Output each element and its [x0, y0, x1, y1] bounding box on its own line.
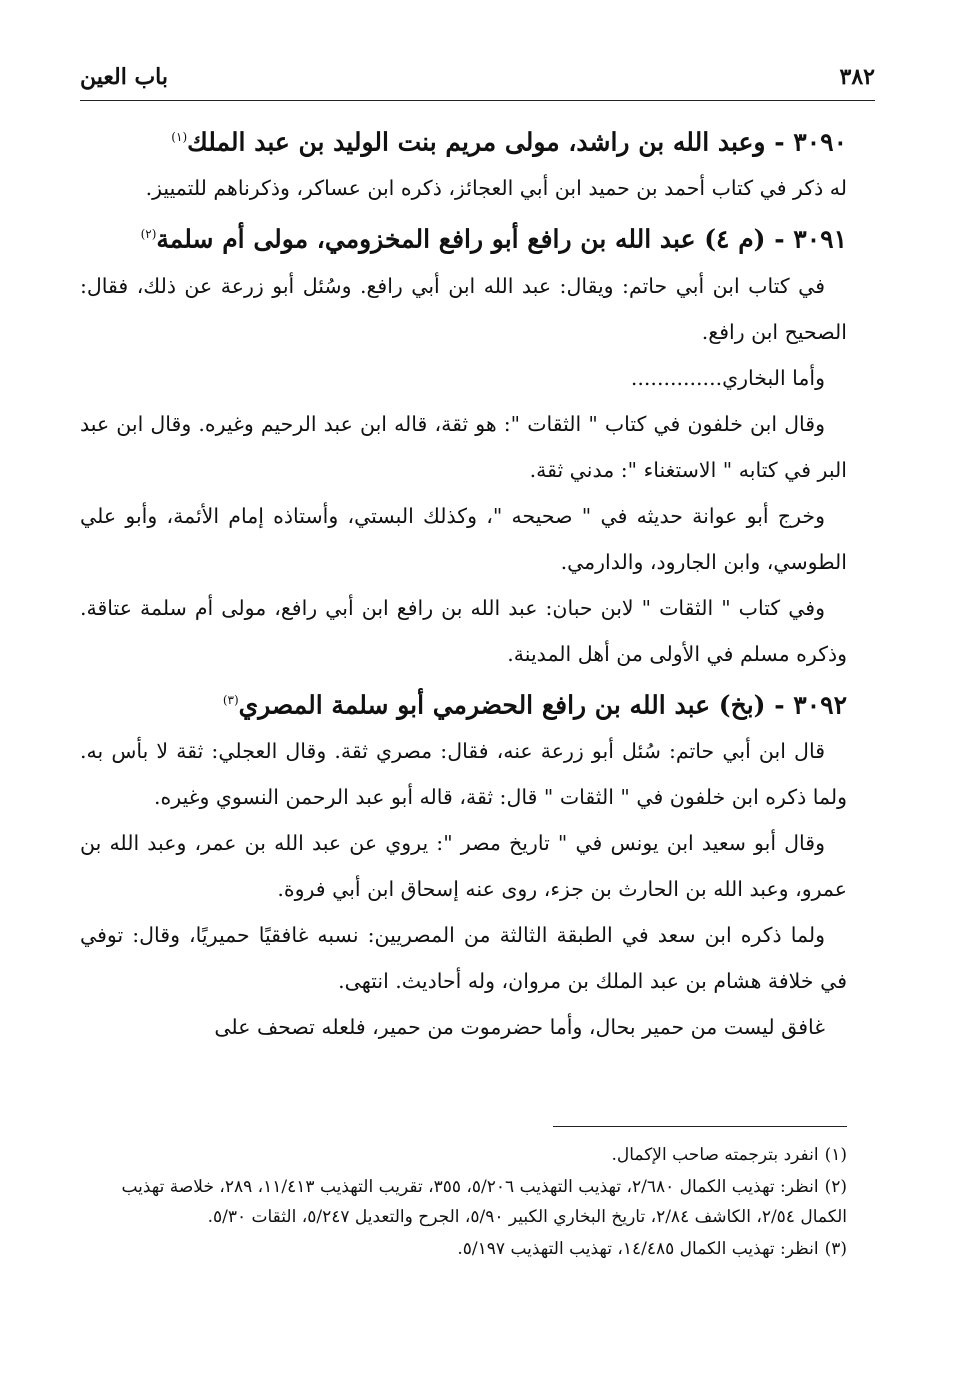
entry-paragraph: وقال أبو سعيد ابن يونس في " تاريخ مصر ": يروي عن عبد الله بن عمر، وعبد الله بن عمرو، وعبد الله بن الحارث بن جزء، روى عنه إسحاق ابن أبي فروة.	[80, 830, 847, 901]
main-text	[80, 114, 847, 1050]
entry-paragraph: في كتاب ابن أبي حاتم: ويقال: عبد الله ابن أبي رافع. وسُئل أبو زرعة عن ذلك، فقال: الصحيح ابن رافع.	[80, 273, 847, 344]
footnote-number: (٣)	[824, 1239, 847, 1259]
entry-paragraph: وأما البخاري..............	[630, 365, 825, 390]
footnote-text: انظر: تهذيب الكمال ٢/٦٨٠، تهذيب التهذيب ٥/٢٠٦، ٣٥٥، تقريب التهذيب ١١/٤١٣، ٢٨٩، خلاصة تهذيب الكمال ٢/٥٤، الكاشف ٢/٨٤، تاريخ البخاري الكبير ٥/٩٠، الجرح والتعديل ٥/٢٤٧، الثقات ٥/٣٠.	[121, 1177, 847, 1227]
entry-paragraph: وخرج أبو عوانة حديثه في " صحيحه "، وكذلك البستي، وأستاذه إمام الأئمة، وأبو علي الطوسي، وابن الجارود، والدارمي.	[80, 503, 847, 574]
entry-paragraph: قال ابن أبي حاتم: سُئل أبو زرعة عنه، فقال: مصري ثقة. وقال العجلي: ثقة لا بأس به. ولما ذكره ابن خلفون في " الثقات " قال: ثقة، قاله أبو عبد الرحمن النسوي وغيره.	[80, 738, 847, 809]
header-divider	[80, 100, 875, 101]
footnote-ref[interactable]: (٣)	[222, 692, 239, 707]
footnote-text: انفرد بترجمته صاحب الإكمال.	[611, 1145, 819, 1165]
entry-heading: ٣٠٩٠ - وعبد الله بن راشد، مولى مريم بنت الوليد بن عبد الملك$^{(١)}$	[171, 127, 847, 157]
entry-paragraph: له ذكر في كتاب أحمد بن حميد ابن أبي العجائز، ذكره ابن عساكر، وذكرناهم للتمييز.	[145, 176, 847, 201]
entry-heading: ٣٠٩١ - (م ٤) عبد الله بن رافع أبو رافع المخزومي، مولى أم سلمة$^{(٢)}$	[140, 224, 847, 254]
entry-3090	[80, 114, 847, 211]
entry-paragraph: ولما ذكره ابن سعد في الطبقة الثالثة من المصريين: نسبه غافقيًا حميريًا، وقال: توفي في خلافة هشام بن عبد الملك بن مروان، وله أحاديث. انتهى.	[80, 922, 847, 993]
footnote-item	[80, 1140, 847, 1170]
footnote-divider	[553, 1126, 847, 1127]
footnote-item	[80, 1234, 847, 1264]
entry-paragraph: غافق ليست من حمير بحال، وأما حضرموت من حمير، فلعله تصحف على	[214, 1014, 825, 1039]
footnote-ref[interactable]: (١)	[171, 130, 188, 144]
footnote-item	[80, 1172, 847, 1232]
footnote-number: (١)	[824, 1145, 847, 1165]
entry-paragraph: وقال ابن خلفون في كتاب " الثقات ": هو ثقة، قاله ابن عبد الرحيم وغيره. وقال ابن عبد البر في كتابه " الاستغناء ": مدني ثقة.	[80, 411, 847, 482]
footnotes	[80, 1140, 847, 1266]
footnote-text: انظر: تهذيب الكمال ١٤/٤٨٥، تهذيب التهذيب ٥/١٩٧.	[457, 1239, 819, 1259]
footnote-ref[interactable]: (٢)	[140, 227, 157, 242]
running-header	[80, 58, 875, 96]
entry-3092	[80, 677, 847, 1050]
entry-3091	[80, 211, 847, 676]
chapter-title: باب العين	[80, 64, 169, 90]
footnote-number: (٢)	[824, 1177, 847, 1197]
page-number: ٣٨٢	[839, 64, 875, 90]
entry-heading: ٣٠٩٢ - (بخ) عبد الله بن رافع الحضرمي أبو سلمة المصري$^{(٣)}$	[222, 689, 847, 719]
entry-paragraph: وفي كتاب " الثقات " لابن حبان: عبد الله بن رافع ابن أبي رافع، مولى أم سلمة عتاقة. وذكره مسلم في الأولى من أهل المدينة.	[80, 595, 847, 666]
